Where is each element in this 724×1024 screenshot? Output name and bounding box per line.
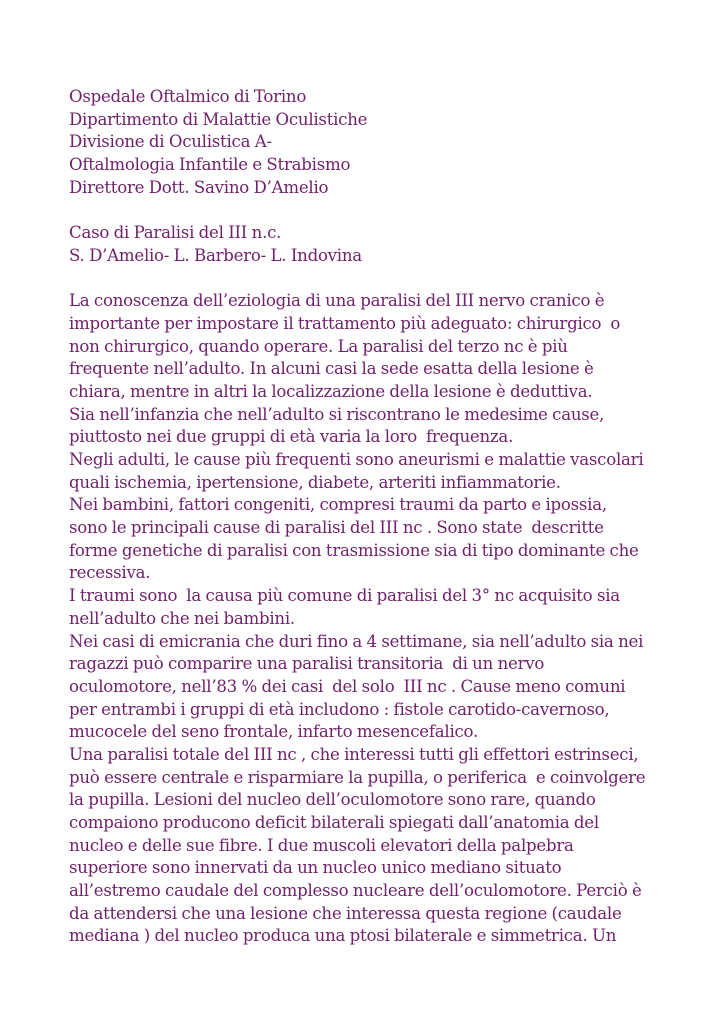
body-line: da attendersi che una lesione che interessa questa regione (caudale xyxy=(69,903,622,923)
header-line-director: Direttore Dott. Savino D’Amelio xyxy=(69,177,329,197)
case-authors: S. D’Amelio- L. Barbero- L. Indovina xyxy=(69,245,362,265)
body-line: La conoscenza dell’eziologia di una paralisi del III nervo cranico è xyxy=(69,291,605,311)
header-line-division: Divisione di Oculistica A- xyxy=(69,132,272,152)
body-line: Nei bambini, fattori congeniti, compresi traumi da parto e ipossia, xyxy=(69,495,607,515)
body-text xyxy=(69,290,669,948)
body-line: nell’adulto che nei bambini. xyxy=(69,608,295,628)
body-line: Una paralisi totale del III nc , che interessi tutti gli effettori estrinseci, xyxy=(69,744,639,764)
spacer xyxy=(69,199,669,222)
body-line: mucocele del seno frontale, infarto mesencefalico. xyxy=(69,722,479,742)
body-line: importante per impostare il trattamento più adeguato: chirurgico o xyxy=(69,313,621,333)
header-line-department: Dipartimento di Malattie Oculistiche xyxy=(69,109,368,129)
document-page xyxy=(69,86,669,948)
body-line: oculomotore, nell’83 % dei casi del solo III nc . Cause meno comuni xyxy=(69,676,626,696)
body-line: ragazzi può comparire una paralisi transitoria di un nervo xyxy=(69,654,545,674)
body-line: frequente nell’adulto. In alcuni casi la sede esatta della lesione è xyxy=(69,359,594,379)
body-line: mediana ) del nucleo produca una ptosi bilaterale e simmetrica. Un xyxy=(69,926,617,946)
body-line: può essere centrale e risparmiare la pupilla, o periferica e coinvolgere xyxy=(69,767,646,787)
body-line: chiara, mentre in altri la localizzazione della lesione è deduttiva. xyxy=(69,381,593,401)
body-line: all’estremo caudale del complesso nucleare dell’oculomotore. Perciò è xyxy=(69,881,642,901)
body-line: piuttosto nei due gruppi di età varia la loro frequenza. xyxy=(69,427,514,447)
body-line: per entrambi i gruppi di età includono : fistole carotido-cavernoso, xyxy=(69,699,610,719)
body-line: non chirurgico, quando operare. La paralisi del terzo nc è più xyxy=(69,336,568,356)
body-line: la pupilla. Lesioni del nucleo dell’oculomotore sono rare, quando xyxy=(69,790,596,810)
spacer xyxy=(69,268,669,291)
case-block xyxy=(69,222,669,267)
body-line: nucleo e delle sue fibre. I due muscoli elevatori della palpebra xyxy=(69,835,574,855)
body-line: Sia nell’infanzia che nell’adulto si riscontrano le medesime cause, xyxy=(69,404,605,424)
body-line: compaiono producono deficit bilaterali spiegati dall’anatomia del xyxy=(69,813,599,832)
body-line: I traumi sono la causa più comune di paralisi del 3° nc acquisito sia xyxy=(69,586,620,606)
header-line-specialty: Oftalmologia Infantile e Strabismo xyxy=(69,155,351,175)
body-line: forme genetiche di paralisi con trasmissione sia di tipo dominante che xyxy=(69,540,639,560)
case-title: Caso di Paralisi del III n.c. xyxy=(69,223,282,243)
body-line: superiore sono innervati da un nucleo unico mediano situato xyxy=(69,858,562,878)
body-line: Nei casi di emicrania che duri fino a 4 settimane, sia nell’adulto sia nei xyxy=(69,631,644,651)
body-line: Negli adulti, le cause più frequenti sono aneurismi e malattie vascolari xyxy=(69,450,644,469)
body-line: sono le principali cause di paralisi del III nc . Sono state descritte xyxy=(69,518,604,538)
body-line: recessiva. xyxy=(69,563,151,583)
header-block xyxy=(69,86,669,199)
body-line: quali ischemia, ipertensione, diabete, arteriti infiammatorie. xyxy=(69,472,561,492)
header-line-hospital: Ospedale Oftalmico di Torino xyxy=(69,87,307,106)
